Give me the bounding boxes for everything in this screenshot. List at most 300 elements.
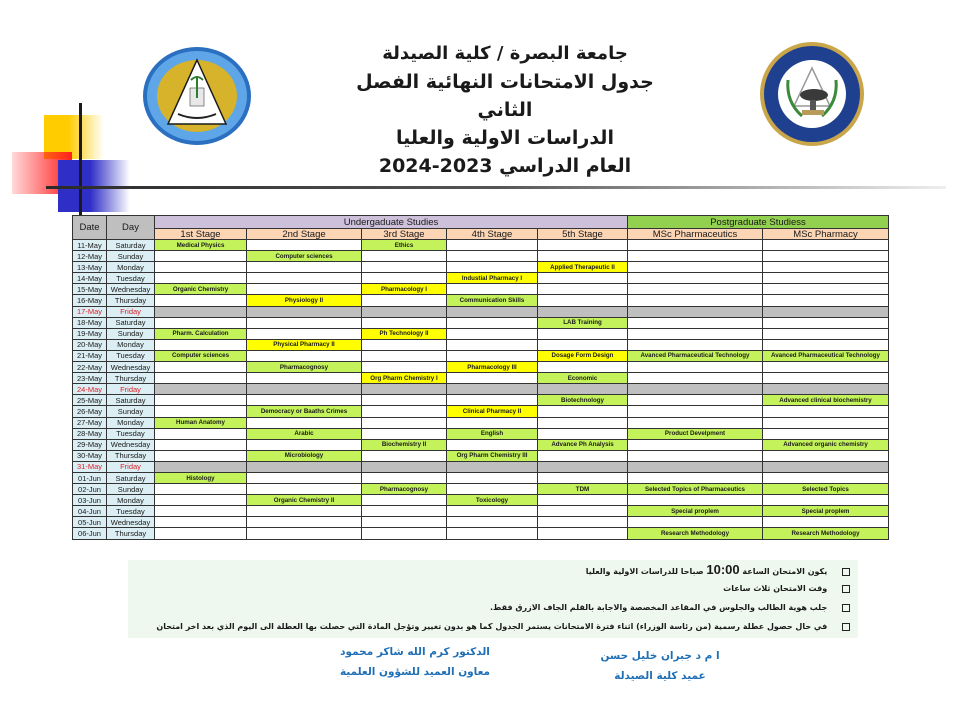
exam-cell-1st-stage xyxy=(155,339,247,350)
note-exam-time-b: صباحا للدراسات الاولية والعليا xyxy=(585,567,704,576)
exam-cell-msc-pharmacy xyxy=(763,495,889,506)
exam-cell-3rd-stage xyxy=(362,273,447,284)
exam-cell-4th-stage xyxy=(447,317,538,328)
day-cell: Sunday xyxy=(107,406,155,417)
day-cell: Monday xyxy=(107,262,155,273)
exam-cell-1st-stage xyxy=(155,517,247,528)
day-cell: Tuesday xyxy=(107,273,155,284)
exam-cell-3rd-stage xyxy=(362,339,447,350)
exam-cell-1st-stage xyxy=(155,251,247,262)
exam-cell-msc-pharmaceutics xyxy=(628,328,763,339)
date-cell: 20-May xyxy=(73,339,107,350)
day-cell: Saturday xyxy=(107,317,155,328)
day-cell: Tuesday xyxy=(107,428,155,439)
schedule-row xyxy=(73,350,889,361)
schedule-row xyxy=(73,395,889,406)
schedule-row xyxy=(73,495,889,506)
exam-cell-3rd-stage: Ethics xyxy=(362,240,447,251)
day-cell: Wednesday xyxy=(107,439,155,450)
exam-cell-5th-stage xyxy=(538,273,628,284)
schedule-row xyxy=(73,262,889,273)
exam-cell-5th-stage: Biotechnology xyxy=(538,395,628,406)
exam-cell-4th-stage: Communication Skills xyxy=(447,295,538,306)
day-cell: Tuesday xyxy=(107,350,155,361)
exam-cell-msc-pharmacy: Advanced organic chemistry xyxy=(763,439,889,450)
exam-cell-5th-stage: LAB Training xyxy=(538,317,628,328)
exam-cell-msc-pharmaceutics: Avanced Pharmaceutical Technology xyxy=(628,350,763,361)
exam-cell-msc-pharmacy xyxy=(763,317,889,328)
exam-cell-3rd-stage xyxy=(362,472,447,483)
exam-cell-1st-stage xyxy=(155,306,247,317)
exam-cell-1st-stage xyxy=(155,362,247,373)
exam-cell-msc-pharmacy xyxy=(763,406,889,417)
exam-cell-4th-stage: Clinical Pharmacy II xyxy=(447,406,538,417)
checkbox-icon xyxy=(842,604,850,612)
exam-cell-1st-stage xyxy=(155,295,247,306)
exam-cell-2nd-stage xyxy=(247,528,362,539)
day-cell: Saturday xyxy=(107,240,155,251)
exam-cell-1st-stage xyxy=(155,317,247,328)
schedule-row xyxy=(73,450,889,461)
exam-cell-4th-stage xyxy=(447,306,538,317)
exam-cell-4th-stage xyxy=(447,240,538,251)
exam-cell-4th-stage xyxy=(447,439,538,450)
exam-cell-1st-stage xyxy=(155,439,247,450)
title-studies: الدراسات الاولية والعليا xyxy=(396,127,614,149)
exam-cell-msc-pharmaceutics xyxy=(628,273,763,284)
day-cell: Friday xyxy=(107,461,155,472)
university-of-basrah-logo xyxy=(142,46,252,146)
exam-cell-1st-stage xyxy=(155,406,247,417)
exam-cell-msc-pharmacy xyxy=(763,339,889,350)
day-cell: Thursday xyxy=(107,295,155,306)
date-cell: 29-May xyxy=(73,439,107,450)
exam-cell-msc-pharmaceutics xyxy=(628,517,763,528)
date-cell: 01-Jun xyxy=(73,472,107,483)
date-cell: 14-May xyxy=(73,273,107,284)
exam-cell-4th-stage xyxy=(447,506,538,517)
exam-cell-4th-stage: Industial Pharmacy I xyxy=(447,273,538,284)
exam-cell-3rd-stage xyxy=(362,395,447,406)
exam-cell-5th-stage xyxy=(538,461,628,472)
exam-cell-3rd-stage: Biochemistry II xyxy=(362,439,447,450)
exam-cell-5th-stage: Advance Ph Analysis xyxy=(538,439,628,450)
exam-cell-2nd-stage: Physiology II xyxy=(247,295,362,306)
exam-cell-msc-pharmacy xyxy=(763,328,889,339)
date-column-header: Date xyxy=(73,216,107,240)
undergraduate-header: Undergaduate Studies xyxy=(155,216,628,229)
exam-cell-1st-stage xyxy=(155,484,247,495)
exam-cell-msc-pharmacy xyxy=(763,262,889,273)
exam-cell-3rd-stage xyxy=(362,506,447,517)
schedule-row xyxy=(73,439,889,450)
exam-cell-1st-stage xyxy=(155,450,247,461)
checkbox-icon xyxy=(842,568,850,576)
day-cell: Thursday xyxy=(107,373,155,384)
note-exam-time-value: 10:00 xyxy=(706,562,740,577)
exam-cell-msc-pharmaceutics xyxy=(628,284,763,295)
schedule-row xyxy=(73,373,889,384)
exam-cell-5th-stage: Applied Therapeutic II xyxy=(538,262,628,273)
date-cell: 11-May xyxy=(73,240,107,251)
exam-cell-3rd-stage xyxy=(362,350,447,361)
exam-cell-msc-pharmaceutics xyxy=(628,373,763,384)
exam-cell-4th-stage xyxy=(447,373,538,384)
exam-schedule-table xyxy=(72,215,889,540)
date-cell: 17-May xyxy=(73,306,107,317)
exam-cell-3rd-stage xyxy=(362,528,447,539)
exam-cell-4th-stage xyxy=(447,350,538,361)
exam-cell-msc-pharmaceutics xyxy=(628,295,763,306)
exam-cell-2nd-stage xyxy=(247,417,362,428)
pharmacy-college-logo xyxy=(758,40,866,148)
schedule-row xyxy=(73,472,889,483)
exam-cell-msc-pharmaceutics xyxy=(628,317,763,328)
exam-cell-msc-pharmacy xyxy=(763,295,889,306)
exam-cell-4th-stage xyxy=(447,262,538,273)
stage-header-msc-pharmaceutics: MSc Pharmaceutics xyxy=(628,229,763,240)
date-cell: 21-May xyxy=(73,350,107,361)
exam-cell-2nd-stage: Physical Pharmacy II xyxy=(247,339,362,350)
exam-cell-msc-pharmacy xyxy=(763,251,889,262)
day-cell: Sunday xyxy=(107,484,155,495)
day-cell: Wednesday xyxy=(107,517,155,528)
date-cell: 28-May xyxy=(73,428,107,439)
exam-cell-5th-stage: TDM xyxy=(538,484,628,495)
stage-header-5th: 5th Stage xyxy=(538,229,628,240)
schedule-row xyxy=(73,339,889,350)
exam-cell-msc-pharmaceutics xyxy=(628,417,763,428)
exam-cell-2nd-stage xyxy=(247,273,362,284)
exam-cell-msc-pharmacy: Avanced Pharmaceutical Technology xyxy=(763,350,889,361)
exam-cell-msc-pharmaceutics xyxy=(628,406,763,417)
exam-cell-4th-stage xyxy=(447,484,538,495)
signature-associate-dean xyxy=(330,642,500,682)
postgraduate-header: Postgraduate Studiess xyxy=(628,216,889,229)
exam-cell-5th-stage xyxy=(538,528,628,539)
date-cell: 02-Jun xyxy=(73,484,107,495)
exam-cell-5th-stage xyxy=(538,328,628,339)
exam-cell-5th-stage xyxy=(538,284,628,295)
exam-cell-msc-pharmacy xyxy=(763,472,889,483)
exam-cell-4th-stage xyxy=(447,284,538,295)
exam-cell-msc-pharmaceutics xyxy=(628,439,763,450)
exam-cell-4th-stage xyxy=(447,461,538,472)
exam-cell-msc-pharmacy xyxy=(763,273,889,284)
exam-cell-3rd-stage xyxy=(362,417,447,428)
schedule-row xyxy=(73,328,889,339)
exam-cell-5th-stage xyxy=(538,362,628,373)
exam-cell-msc-pharmacy xyxy=(763,373,889,384)
exam-cell-2nd-stage xyxy=(247,373,362,384)
associate-dean-name: الدكتور كرم الله شاكر محمود xyxy=(340,646,490,658)
exam-cell-msc-pharmaceutics xyxy=(628,339,763,350)
dean-name: ا م د جبران خليل حسن xyxy=(600,650,720,662)
schedule-row xyxy=(73,528,889,539)
exam-cell-msc-pharmaceutics xyxy=(628,495,763,506)
schedule-row xyxy=(73,428,889,439)
schedule-row xyxy=(73,506,889,517)
exam-cell-2nd-stage xyxy=(247,517,362,528)
note-student-id-text: جلب هوية الطالب والجلوس في المقاعد المخصصة والاجابة بالقلم الجاف الازرق فقط. xyxy=(489,603,828,612)
exam-cell-1st-stage xyxy=(155,262,247,273)
date-cell: 24-May xyxy=(73,384,107,395)
stage-header-1st: 1st Stage xyxy=(155,229,247,240)
exam-cell-2nd-stage xyxy=(247,240,362,251)
note-exam-time xyxy=(128,560,858,579)
exam-cell-2nd-stage xyxy=(247,461,362,472)
exam-cell-1st-stage: Medical Physics xyxy=(155,240,247,251)
schedule-row xyxy=(73,484,889,495)
exam-cell-5th-stage xyxy=(538,472,628,483)
schedule-row xyxy=(73,284,889,295)
date-cell: 12-May xyxy=(73,251,107,262)
exam-cell-5th-stage xyxy=(538,406,628,417)
exam-cell-msc-pharmaceutics: Research Methodology xyxy=(628,528,763,539)
decorative-vertical-line xyxy=(79,103,82,221)
exam-cell-1st-stage xyxy=(155,384,247,395)
schedule-row xyxy=(73,317,889,328)
stage-header-3rd: 3rd Stage xyxy=(362,229,447,240)
exam-cell-1st-stage: Pharm. Calculation xyxy=(155,328,247,339)
exam-cell-2nd-stage xyxy=(247,484,362,495)
exam-cell-3rd-stage xyxy=(362,428,447,439)
day-cell: Friday xyxy=(107,306,155,317)
exam-cell-msc-pharmacy xyxy=(763,240,889,251)
exam-cell-2nd-stage: Organic Chemistry II xyxy=(247,495,362,506)
exam-cell-msc-pharmacy xyxy=(763,384,889,395)
note-holiday-text: في حال حصول عطلة رسمية (من رئاسة الوزراء) اثناء فترة الامتحانات يستمر الجدول كما هو بدون تغيير وتؤجل المادة التي حصلت بها العطلة الى اليوم الذي بعد اخر امتحان xyxy=(156,622,828,631)
exam-cell-2nd-stage: Computer sciences xyxy=(247,251,362,262)
schedule-row xyxy=(73,295,889,306)
date-cell: 31-May xyxy=(73,461,107,472)
exam-cell-2nd-stage: Democracy or Baaths Crimes xyxy=(247,406,362,417)
exam-cell-msc-pharmaceutics xyxy=(628,251,763,262)
exam-cell-2nd-stage xyxy=(247,506,362,517)
exam-cell-3rd-stage: Pharmacognosy xyxy=(362,484,447,495)
checkbox-icon xyxy=(842,585,850,593)
schedule-row xyxy=(73,251,889,262)
date-cell: 15-May xyxy=(73,284,107,295)
exam-cell-1st-stage: Computer sciences xyxy=(155,350,247,361)
exam-cell-1st-stage xyxy=(155,273,247,284)
exam-cell-1st-stage xyxy=(155,428,247,439)
exam-cell-5th-stage xyxy=(538,506,628,517)
date-cell: 04-Jun xyxy=(73,506,107,517)
exam-cell-4th-stage xyxy=(447,328,538,339)
exam-cell-msc-pharmacy: Selected Topics xyxy=(763,484,889,495)
exam-cell-1st-stage xyxy=(155,506,247,517)
exam-cell-5th-stage xyxy=(538,295,628,306)
exam-cell-msc-pharmaceutics xyxy=(628,395,763,406)
note-exam-duration xyxy=(128,579,858,598)
day-cell: Thursday xyxy=(107,528,155,539)
exam-cell-2nd-stage xyxy=(247,472,362,483)
date-cell: 05-Jun xyxy=(73,517,107,528)
exam-cell-2nd-stage xyxy=(247,395,362,406)
note-exam-time-a: يكون الامتحان الساعة xyxy=(742,567,828,576)
exam-cell-2nd-stage xyxy=(247,317,362,328)
exam-cell-5th-stage: Economic xyxy=(538,373,628,384)
date-cell: 30-May xyxy=(73,450,107,461)
exam-cell-4th-stage: Org Pharm Chemistry III xyxy=(447,450,538,461)
decorative-horizontal-line xyxy=(46,186,946,189)
exam-cell-3rd-stage xyxy=(362,362,447,373)
title-university-college: جامعة البصرة / كلية الصيدلة xyxy=(382,43,628,64)
exam-cell-3rd-stage xyxy=(362,251,447,262)
exam-cell-msc-pharmacy xyxy=(763,306,889,317)
day-cell: Friday xyxy=(107,384,155,395)
schedule-row xyxy=(73,417,889,428)
stage-header-msc-pharmacy: MSc Pharmacy xyxy=(763,229,889,240)
exam-cell-2nd-stage xyxy=(247,306,362,317)
signature-dean xyxy=(595,646,725,686)
exam-cell-msc-pharmacy: Advanced clinical biochemistry xyxy=(763,395,889,406)
exam-cell-4th-stage: Toxicology xyxy=(447,495,538,506)
exam-cell-msc-pharmaceutics xyxy=(628,240,763,251)
dean-title: عميد كلية الصيدلة xyxy=(614,670,706,682)
exam-cell-msc-pharmaceutics xyxy=(628,472,763,483)
date-cell: 25-May xyxy=(73,395,107,406)
exam-cell-msc-pharmacy xyxy=(763,284,889,295)
associate-dean-title: معاون العميد للشؤون العلمية xyxy=(339,666,491,678)
exam-cell-1st-stage: Organic Chemistry xyxy=(155,284,247,295)
exam-cell-2nd-stage xyxy=(247,350,362,361)
exam-cell-5th-stage xyxy=(538,339,628,350)
exam-cell-5th-stage xyxy=(538,517,628,528)
exam-cell-msc-pharmaceutics xyxy=(628,262,763,273)
exam-cell-msc-pharmaceutics xyxy=(628,306,763,317)
date-cell: 27-May xyxy=(73,417,107,428)
exam-cell-2nd-stage xyxy=(247,328,362,339)
exam-cell-msc-pharmacy xyxy=(763,428,889,439)
exam-cell-4th-stage: English xyxy=(447,428,538,439)
exam-cell-3rd-stage xyxy=(362,495,447,506)
exam-cell-5th-stage xyxy=(538,417,628,428)
schedule-row xyxy=(73,240,889,251)
exam-cell-msc-pharmaceutics xyxy=(628,384,763,395)
day-cell: Monday xyxy=(107,495,155,506)
exam-cell-5th-stage xyxy=(538,428,628,439)
exam-cell-msc-pharmaceutics xyxy=(628,461,763,472)
exam-cell-2nd-stage: Microbiology xyxy=(247,450,362,461)
day-cell: Monday xyxy=(107,339,155,350)
day-cell: Saturday xyxy=(107,395,155,406)
date-cell: 23-May xyxy=(73,373,107,384)
exam-cell-3rd-stage: Ph Technology II xyxy=(362,328,447,339)
exam-cell-msc-pharmacy: Special proplem xyxy=(763,506,889,517)
exam-cell-2nd-stage xyxy=(247,384,362,395)
day-cell: Wednesday xyxy=(107,362,155,373)
exam-cell-4th-stage xyxy=(447,395,538,406)
exam-cell-msc-pharmacy: Research Methodology xyxy=(763,528,889,539)
exam-cell-3rd-stage xyxy=(362,306,447,317)
exam-cell-2nd-stage: Arabic xyxy=(247,428,362,439)
exam-cell-msc-pharmacy xyxy=(763,417,889,428)
exam-cell-3rd-stage xyxy=(362,317,447,328)
exam-cell-msc-pharmaceutics: Special proplem xyxy=(628,506,763,517)
exam-cell-4th-stage xyxy=(447,417,538,428)
schedule-row xyxy=(73,517,889,528)
exam-cell-5th-stage xyxy=(538,306,628,317)
day-cell: Sunday xyxy=(107,328,155,339)
date-cell: 13-May xyxy=(73,262,107,273)
exam-cell-msc-pharmacy xyxy=(763,362,889,373)
exam-cell-1st-stage: Human Anatomy xyxy=(155,417,247,428)
schedule-row xyxy=(73,406,889,417)
date-cell: 06-Jun xyxy=(73,528,107,539)
exam-cell-3rd-stage xyxy=(362,461,447,472)
exam-cell-5th-stage xyxy=(538,240,628,251)
exam-cell-1st-stage xyxy=(155,528,247,539)
exam-cell-1st-stage xyxy=(155,495,247,506)
exam-cell-msc-pharmaceutics xyxy=(628,362,763,373)
exam-cell-msc-pharmacy xyxy=(763,450,889,461)
exam-notes xyxy=(128,560,858,638)
exam-cell-3rd-stage xyxy=(362,295,447,306)
schedule-row xyxy=(73,461,889,472)
exam-cell-1st-stage xyxy=(155,461,247,472)
date-cell: 18-May xyxy=(73,317,107,328)
exam-cell-3rd-stage xyxy=(362,262,447,273)
exam-cell-3rd-stage: Pharmacology I xyxy=(362,284,447,295)
schedule-row xyxy=(73,273,889,284)
title-exam-schedule: جدول الامتحانات النهائية الفصل الثاني xyxy=(356,71,654,121)
exam-cell-2nd-stage xyxy=(247,262,362,273)
exam-cell-5th-stage xyxy=(538,450,628,461)
note-holiday xyxy=(128,617,858,636)
exam-cell-5th-stage xyxy=(538,251,628,262)
day-cell: Sunday xyxy=(107,251,155,262)
date-cell: 03-Jun xyxy=(73,495,107,506)
day-cell: Wednesday xyxy=(107,284,155,295)
note-student-id xyxy=(128,598,858,617)
document-title xyxy=(330,40,680,180)
date-cell: 26-May xyxy=(73,406,107,417)
exam-cell-msc-pharmacy xyxy=(763,517,889,528)
exam-cell-4th-stage xyxy=(447,339,538,350)
exam-cell-1st-stage xyxy=(155,373,247,384)
exam-cell-4th-stage: Pharmacology III xyxy=(447,362,538,373)
exam-cell-3rd-stage xyxy=(362,384,447,395)
exam-cell-msc-pharmacy xyxy=(763,461,889,472)
stage-header-2nd: 2nd Stage xyxy=(247,229,362,240)
exam-cell-2nd-stage xyxy=(247,284,362,295)
date-cell: 19-May xyxy=(73,328,107,339)
stage-header-4th: 4th Stage xyxy=(447,229,538,240)
exam-cell-2nd-stage: Pharmacognosy xyxy=(247,362,362,373)
exam-cell-4th-stage xyxy=(447,517,538,528)
exam-cell-msc-pharmaceutics xyxy=(628,450,763,461)
exam-cell-3rd-stage xyxy=(362,517,447,528)
exam-cell-msc-pharmaceutics: Selected Topics of Pharmaceutics xyxy=(628,484,763,495)
exam-cell-4th-stage xyxy=(447,251,538,262)
exam-cell-1st-stage: Histology xyxy=(155,472,247,483)
day-cell: Saturday xyxy=(107,472,155,483)
exam-cell-2nd-stage xyxy=(247,439,362,450)
note-exam-duration-text: وقت الامتحان ثلاث ساعات xyxy=(723,584,828,593)
schedule-row xyxy=(73,362,889,373)
exam-cell-msc-pharmaceutics: Product Develpment xyxy=(628,428,763,439)
exam-cell-5th-stage xyxy=(538,495,628,506)
day-cell: Thursday xyxy=(107,450,155,461)
checkbox-icon xyxy=(842,623,850,631)
exam-cell-3rd-stage: Org Pharm Chemistry I xyxy=(362,373,447,384)
exam-cell-4th-stage xyxy=(447,528,538,539)
date-cell: 22-May xyxy=(73,362,107,373)
exam-cell-5th-stage: Dosage Form Design xyxy=(538,350,628,361)
exam-cell-5th-stage xyxy=(538,384,628,395)
